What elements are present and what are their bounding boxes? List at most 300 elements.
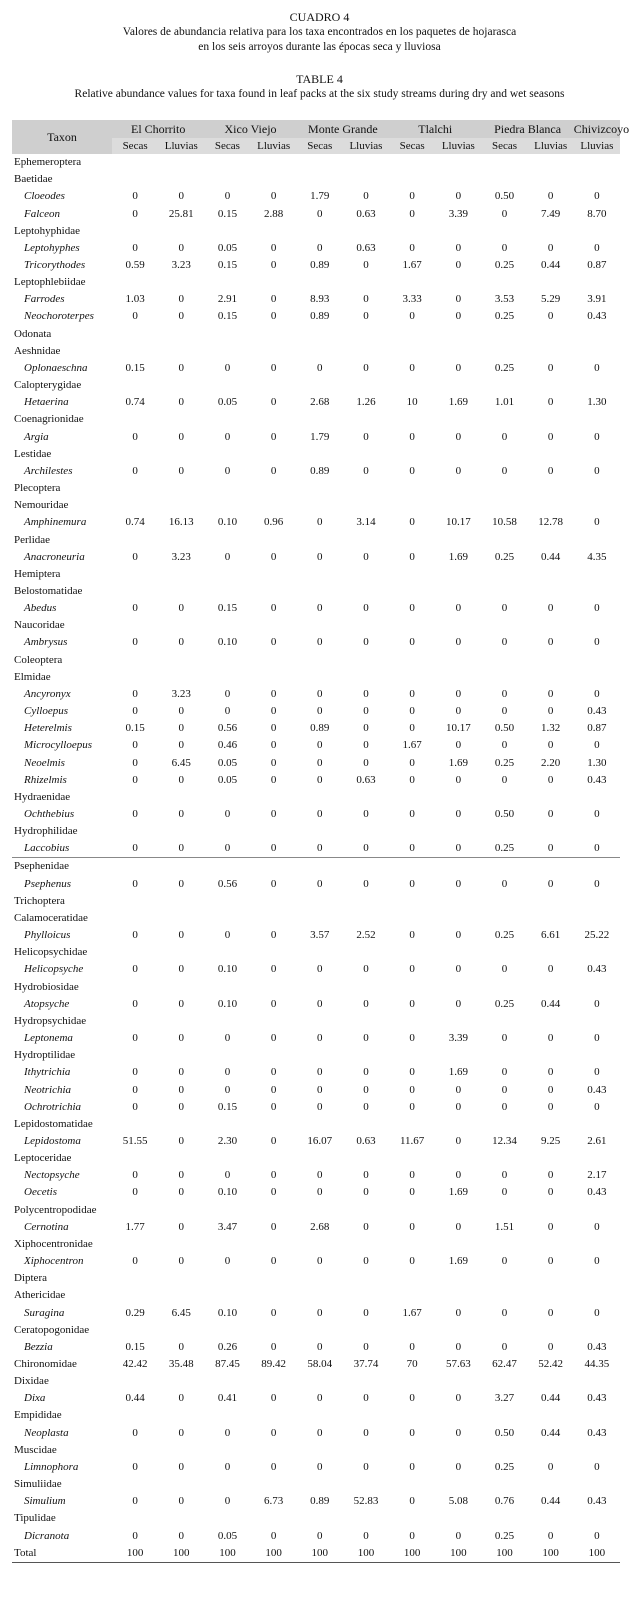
abundance-value [158,893,204,910]
abundance-value: 0 [270,963,277,976]
abundance-value: 0 [317,1255,323,1268]
abundance-value [435,893,481,910]
abundance-value [204,910,250,927]
abundance-value [297,1407,343,1424]
abundance-value [251,652,297,669]
abundance-value [112,497,158,514]
abundance-value [481,1202,527,1219]
abundance-value [297,1287,343,1304]
abundance-value [528,171,574,188]
abundance-value [574,566,620,583]
abundance-value: 0 [409,310,415,323]
abundance-value: 6.45 [171,756,191,769]
abundance-value [481,858,527,876]
abundance-value [297,223,343,240]
abundance-value: 0 [547,1306,554,1319]
abundance-value: 0 [132,464,138,477]
abundance-value [389,1510,435,1527]
abundance-value [481,823,527,840]
abundance-value [435,858,481,876]
taxon-name: Dixidae [14,1375,49,1388]
abundance-value: 0 [204,840,250,858]
abundance-value [481,154,527,171]
table-row [12,1150,620,1167]
table-row [12,806,620,823]
taxon-name: Neochoroterpes [24,310,94,323]
table-row [12,1322,620,1339]
abundance-value: 0 [251,840,297,858]
abundance-value: 6.73 [263,1495,284,1508]
abundance-value: 0 [594,739,600,752]
taxon-name: Cylloepus [24,705,68,718]
abundance-value: 0 [224,1460,231,1473]
abundance-value: 0 [409,1495,415,1508]
abundance-value: 0 [270,190,277,203]
abundance-value [112,1150,158,1167]
abundance-value [204,1442,250,1459]
abundance-value: 1.01 [494,396,515,409]
abundance-value [297,789,343,806]
taxon-name: Nectopsyche [24,1169,80,1182]
abundance-value [297,531,343,548]
abundance-value [158,171,204,188]
taxon-name: Leptohyphidae [14,224,80,237]
abundance-value [389,979,435,996]
abundance-value: 0 [178,1100,185,1113]
abundance-value [574,274,620,291]
taxon-name: Laccobius [12,840,112,858]
abundance-value: 87.45 [215,1358,240,1371]
abundance-value: 0 [363,1220,369,1233]
abundance-value: 1.32 [541,722,561,735]
abundance-value: 1.03 [125,293,145,306]
taxon-name: Lestidae [14,447,52,460]
abundance-value: 0 [501,963,508,976]
table-row [12,1493,620,1510]
abundance-value [251,858,297,876]
abundance-value [204,566,250,583]
abundance-value: 0.56 [217,722,238,735]
abundance-value: 0 [409,207,415,220]
abundance-value: 0 [409,1169,415,1182]
abundance-value: 0 [343,840,389,858]
abundance-value: 0 [455,1100,462,1113]
table-row [12,858,620,876]
abundance-value [574,1510,620,1527]
abundance-value [389,944,435,961]
taxon-name: Simuliidae [14,1478,62,1491]
abundance-value: 0 [363,722,369,735]
abundance-value: 0 [178,1083,185,1096]
caption-english [0,72,639,102]
abundance-value: 0 [455,1460,462,1473]
abundance-value: 0 [270,705,277,718]
abundance-value: 0.25 [494,929,515,942]
abundance-value: 0 [178,929,185,942]
taxon-name: Ceratopogonidae [14,1323,90,1336]
abundance-value: 0 [132,1100,138,1113]
table-row [12,1219,620,1236]
abundance-value [574,531,620,548]
abundance-value: 0 [594,1100,600,1113]
abundance-value: 3.33 [402,293,422,306]
abundance-value [158,1270,204,1287]
abundance-value: 100 [112,1545,158,1563]
abundance-value [389,1047,435,1064]
abundance-value: 0.63 [356,773,376,786]
abundance-value: 0 [317,756,323,769]
abundance-value [112,669,158,686]
abundance-value [251,411,297,428]
abundance-value: 0.50 [494,808,515,821]
abundance-value [574,1116,620,1133]
abundance-value: 0 [455,963,462,976]
abundance-value: 0 [363,1460,369,1473]
abundance-value: 0 [409,241,415,254]
abundance-value: 0.10 [217,1186,238,1199]
table-row [12,566,620,583]
abundance-value: 0 [224,1169,231,1182]
abundance-value [158,411,204,428]
taxon-name: Xiphocentronidae [14,1237,93,1250]
season-header: Lluvias [435,138,481,154]
abundance-value [528,446,574,463]
abundance-value [435,1476,481,1493]
abundance-value [251,497,297,514]
abundance-value [343,1442,389,1459]
abundance-value: 0 [409,636,415,649]
abundance-value: 0 [409,190,415,203]
table-row [12,1064,620,1081]
abundance-value: 0 [270,1066,277,1079]
abundance-value: 0 [455,1083,462,1096]
abundance-value [528,377,574,394]
abundance-value: 3.39 [448,207,468,220]
abundance-value [389,1236,435,1253]
abundance-value [389,1013,435,1030]
taxon-name: Leptohyphes [24,241,80,254]
abundance-value: 0 [594,1220,600,1233]
abundance-value [389,1116,435,1133]
abundance-value: 0 [270,1426,277,1439]
abundance-value [204,497,250,514]
abundance-value [204,1322,250,1339]
abundance-value: 0 [594,636,600,649]
abundance-value: 0 [594,190,600,203]
abundance-value: 0.15 [125,1340,145,1353]
abundance-value [389,1476,435,1493]
abundance-value: 0.43 [587,963,607,976]
abundance-value: 0 [547,430,554,443]
abundance-value: 0.44 [541,259,561,272]
abundance-value: 4.35 [587,550,607,563]
taxon-name: Rhizelmis [24,773,67,786]
abundance-value [435,669,481,686]
abundance-value: 1.69 [448,396,468,409]
abundance-value: 0 [132,550,138,563]
taxon-name: Hydropsychidae [14,1014,87,1027]
table-row [12,205,620,222]
abundance-value: 0 [501,207,508,220]
abundance-value: 0 [317,516,323,529]
abundance-value [343,1373,389,1390]
abundance-table [12,120,630,1563]
abundance-value [251,1442,297,1459]
abundance-value: 3.23 [171,259,191,272]
abundance-value: 0.25 [494,259,515,272]
abundance-value [528,154,574,171]
abundance-value [389,343,435,360]
abundance-value: 0 [547,464,554,477]
abundance-value [112,1236,158,1253]
abundance-value [389,566,435,583]
abundance-value: 2.17 [587,1169,607,1182]
abundance-value: 0 [224,361,231,374]
abundance-value [435,789,481,806]
abundance-value: 0 [270,1306,277,1319]
abundance-value: 0 [270,1529,277,1542]
taxon-name: Archilestes [24,464,73,477]
abundance-value [343,1287,389,1304]
table-row [12,961,620,978]
abundance-value: 3.23 [171,687,191,700]
abundance-value [112,893,158,910]
abundance-value: 3.47 [217,1220,238,1233]
abundance-value [112,377,158,394]
abundance-value [297,1047,343,1064]
abundance-value: 0 [363,1255,369,1268]
abundance-value: 0 [178,1169,185,1182]
abundance-value: 100 [158,1545,204,1563]
abundance-value: 0 [224,687,231,700]
abundance-value [297,154,343,171]
taxon-name: Diptera [14,1272,47,1285]
abundance-value: 1.67 [402,739,422,752]
taxon-name: Naucoridae [14,619,65,632]
abundance-value: 0 [317,1529,323,1542]
abundance-value [297,979,343,996]
table-row [12,1390,620,1407]
abundance-value [528,617,574,634]
abundance-value [158,274,204,291]
abundance-value [435,1287,481,1304]
abundance-value: 0 [224,1495,231,1508]
abundance-value: 0.74 [125,516,145,529]
abundance-value: 0 [178,1340,185,1353]
table-row [12,1081,620,1098]
abundance-value: 0 [317,1100,323,1113]
abundance-value: 0 [409,1426,415,1439]
abundance-value: 0 [409,756,415,769]
abundance-value: 0 [547,739,554,752]
abundance-value: 0 [547,1529,554,1542]
abundance-value [158,446,204,463]
table-row [12,411,620,428]
abundance-value [389,480,435,497]
abundance-value: 0.46 [217,739,238,752]
table-row [12,1133,620,1150]
abundance-value [481,1442,527,1459]
abundance-value: 0.05 [217,241,238,254]
abundance-value [158,1236,204,1253]
abundance-value: 100 [343,1545,389,1563]
abundance-value: 0 [501,1340,508,1353]
abundance-value: 0 [455,705,462,718]
abundance-value [435,652,481,669]
abundance-value [343,411,389,428]
abundance-value: 0 [270,1083,277,1096]
abundance-value [481,789,527,806]
abundance-value [574,1407,620,1424]
abundance-value [112,944,158,961]
table-row [12,617,620,634]
abundance-value [528,1116,574,1133]
abundance-value: 0 [270,1220,277,1233]
abundance-value: 0 [547,1460,554,1473]
abundance-value: 100 [204,1545,250,1563]
abundance-value: 0 [132,430,138,443]
table-row [12,737,620,754]
taxon-name: Muscidae [14,1443,57,1456]
taxon-name: Anacroneuria [24,550,85,563]
abundance-value: 0 [270,361,277,374]
total-row [12,1545,620,1563]
abundance-value [528,669,574,686]
abundance-value [204,326,250,343]
abundance-value: 0 [363,808,369,821]
abundance-value [389,617,435,634]
abundance-value [481,1116,527,1133]
table-row [12,1099,620,1116]
abundance-value [389,1407,435,1424]
caption-english-line-1: Relative abundance values for taxa found in leaf packs at the six study streams during dry and wet seasons [74,88,565,100]
abundance-value: 0 [132,1426,138,1439]
stream-header: El Chorrito [112,120,204,138]
table-row [12,549,620,566]
abundance-value [574,343,620,360]
abundance-value [435,1202,481,1219]
season-header: Secas [481,138,527,154]
abundance-value [528,480,574,497]
taxon-name: Ephemeroptera [14,156,82,169]
table-row [12,1253,620,1270]
abundance-value: 0 [547,1032,554,1045]
abundance-value: 0 [501,241,508,254]
abundance-value: 12.78 [538,516,564,529]
taxon-name: Leptophlebiidae [14,276,86,289]
abundance-value: 0 [363,1426,369,1439]
abundance-value [251,274,297,291]
abundance-value: 0 [132,997,138,1010]
abundance-value [251,1322,297,1339]
abundance-value: 0.41 [217,1392,238,1405]
abundance-value [343,446,389,463]
abundance-value [481,171,527,188]
abundance-value: 0 [178,241,185,254]
abundance-value: 0.44 [541,1392,561,1405]
taxon-name: Bezzia [24,1340,53,1353]
abundance-value: 62.47 [492,1358,517,1371]
abundance-value: 0 [132,808,138,821]
abundance-value: 0 [455,1529,462,1542]
abundance-value [528,893,574,910]
abundance-value: 0.43 [587,1392,607,1405]
abundance-value: 0 [270,464,277,477]
abundance-value [481,1150,527,1167]
abundance-value: 0 [363,602,369,615]
taxon-name: Elmidae [14,670,51,683]
abundance-value: 3.91 [587,293,607,306]
abundance-value: 0 [158,840,204,858]
abundance-value: 0 [409,1255,415,1268]
abundance-value: 0 [547,396,554,409]
abundance-value: 1.79 [310,430,330,443]
abundance-value: 0 [501,1100,508,1113]
abundance-value [343,154,389,171]
abundance-value: 0 [224,1032,231,1045]
abundance-value: 0 [363,550,369,563]
abundance-value [112,411,158,428]
abundance-value [297,343,343,360]
abundance-value [204,1116,250,1133]
abundance-value: 0 [409,1529,415,1542]
season-header: Secas [389,138,435,154]
abundance-value: 0.44 [541,1495,561,1508]
taxon-name: Phylloicus [24,929,71,942]
abundance-value [158,652,204,669]
abundance-value: 0 [178,602,185,615]
abundance-value: 0 [178,739,185,752]
taxon-name: Hydrophilidae [14,825,78,838]
abundance-value: 0.10 [217,963,238,976]
season-header: Secas [204,138,250,154]
abundance-value [112,823,158,840]
table-row [12,1459,620,1476]
abundance-value: 37.74 [353,1358,379,1371]
abundance-value [528,944,574,961]
abundance-value: 8.70 [587,207,607,220]
taxon-name: Oecetis [24,1186,57,1199]
abundance-value [343,223,389,240]
abundance-value: 0 [594,808,600,821]
taxon-name: Ambrysus [24,636,68,649]
abundance-value: 0 [363,430,369,443]
taxon-name: Falceon [24,207,61,220]
abundance-value: 0 [132,1186,138,1199]
abundance-value: 2.20 [541,756,561,769]
taxon-name: Abedus [24,602,57,615]
abundance-value: 0 [455,602,462,615]
taxon-name: Microcylloepus [24,739,93,752]
abundance-value [251,979,297,996]
abundance-value: 0 [594,1529,600,1542]
abundance-value: 0 [270,1255,277,1268]
abundance-value: 0 [317,1340,323,1353]
abundance-value: 0 [317,241,323,254]
table-row [12,446,620,463]
abundance-value: 0.05 [217,773,238,786]
abundance-value: 0.43 [587,1495,607,1508]
abundance-value: 0 [363,190,369,203]
abundance-value: 0 [547,963,554,976]
abundance-value [574,326,620,343]
abundance-value: 0 [455,361,462,374]
abundance-value: 100 [528,1545,574,1563]
abundance-value: 0 [178,1066,185,1079]
abundance-value: 0.43 [587,773,607,786]
abundance-value: 0 [547,877,554,890]
abundance-value: 1.51 [494,1220,515,1233]
